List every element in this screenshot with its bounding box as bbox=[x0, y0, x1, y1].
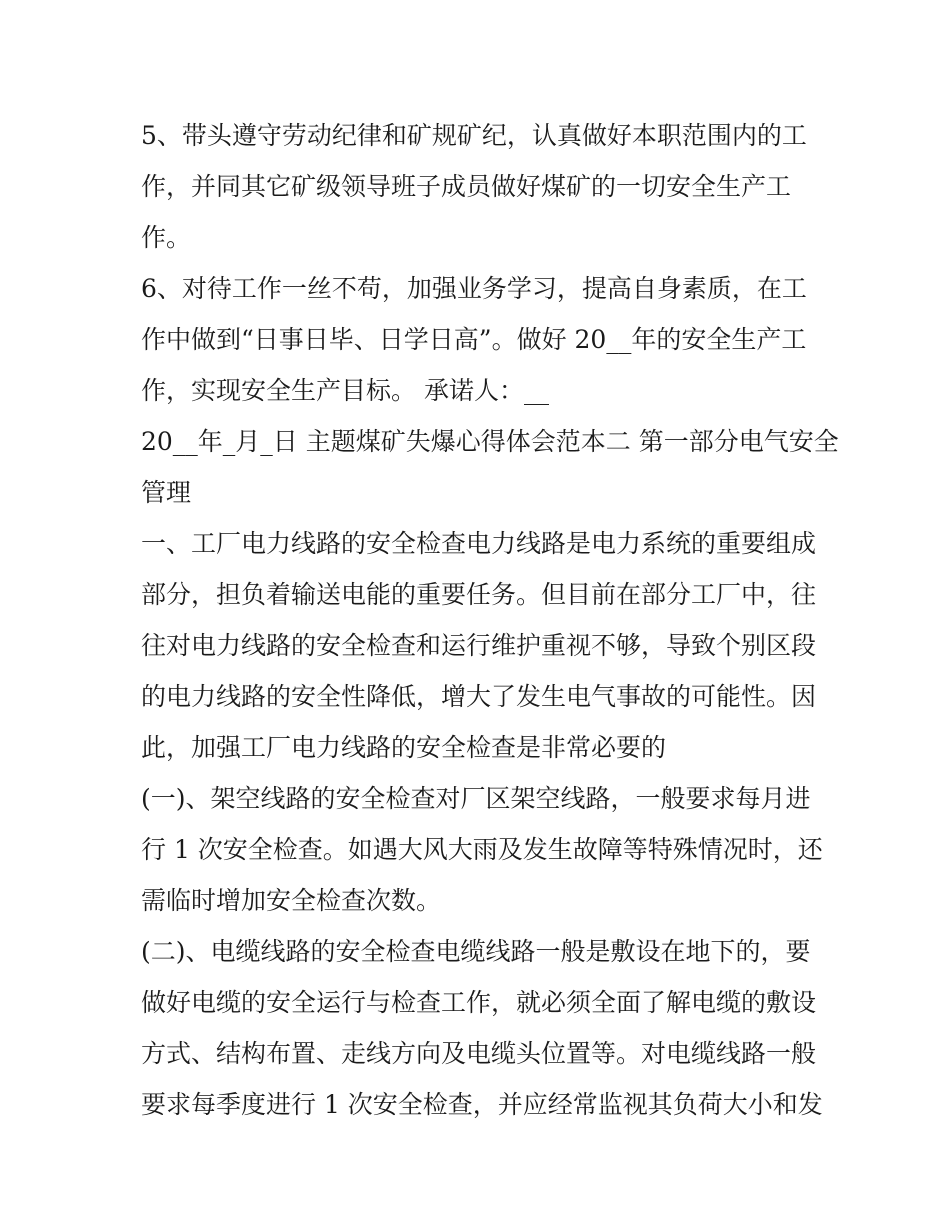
text-line-9: 一、工厂电力线路的安全检查电力线路是电力系统的重要组成 bbox=[141, 529, 817, 558]
text-line-3: 作。 bbox=[141, 223, 192, 252]
text-line-15: 行 1 次安全检查。如遇大风大雨及发生故障等特殊情况时，还 bbox=[141, 835, 823, 864]
text-line-10: 部分，担负着输送电能的重要任务。但目前在部分工厂中，往 bbox=[141, 580, 817, 609]
text-line-6: 作，实现安全生产目标。 承诺人：__ bbox=[141, 376, 549, 405]
text-line-16: 需临时增加安全检查次数。 bbox=[141, 886, 442, 915]
text-line-1: 5、带头遵守劳动纪律和矿规矿纪，认真做好本职范围内的工 bbox=[141, 121, 807, 150]
text-line-4: 6、对待工作一丝不苟，加强业务学习，提高自身素质，在工 bbox=[141, 274, 807, 303]
text-line-11: 往对电力线路的安全检查和运行维护重视不够，导致个别区段 bbox=[141, 631, 817, 660]
text-line-5: 作中做到“日事日毕、日学日高”。做好 20__年的安全生产工 bbox=[141, 325, 807, 354]
text-line-7: 20__年_月_日 主题煤矿失爆心得体会范本二 第一部分电气安全 bbox=[141, 427, 839, 456]
text-line-17: (二)、电缆线路的安全检查电缆线路一般是敷设在地下的，要 bbox=[141, 937, 811, 966]
text-line-8: 管理 bbox=[141, 478, 192, 507]
text-line-14: (一)、架空线路的安全检查对厂区架空线路，一般要求每月进 bbox=[141, 784, 811, 813]
body-text bbox=[141, 110, 839, 1130]
text-line-19: 方式、结构布置、走线方向及电缆头位置等。对电缆线路一般 bbox=[141, 1039, 817, 1068]
text-line-2: 作，并同其它矿级领导班子成员做好煤矿的一切安全生产工 bbox=[141, 172, 792, 201]
text-line-12: 的电力线路的安全性降低，增大了发生电气事故的可能性。因 bbox=[141, 682, 817, 711]
text-line-20: 要求每季度进行 1 次安全检查，并应经常监视其负荷大小和发 bbox=[141, 1090, 823, 1119]
text-line-13: 此，加强工厂电力线路的安全检查是非常必要的 bbox=[141, 733, 667, 762]
text-line-18: 做好电缆的安全运行与检查工作，就必须全面了解电缆的敷设 bbox=[141, 988, 817, 1017]
